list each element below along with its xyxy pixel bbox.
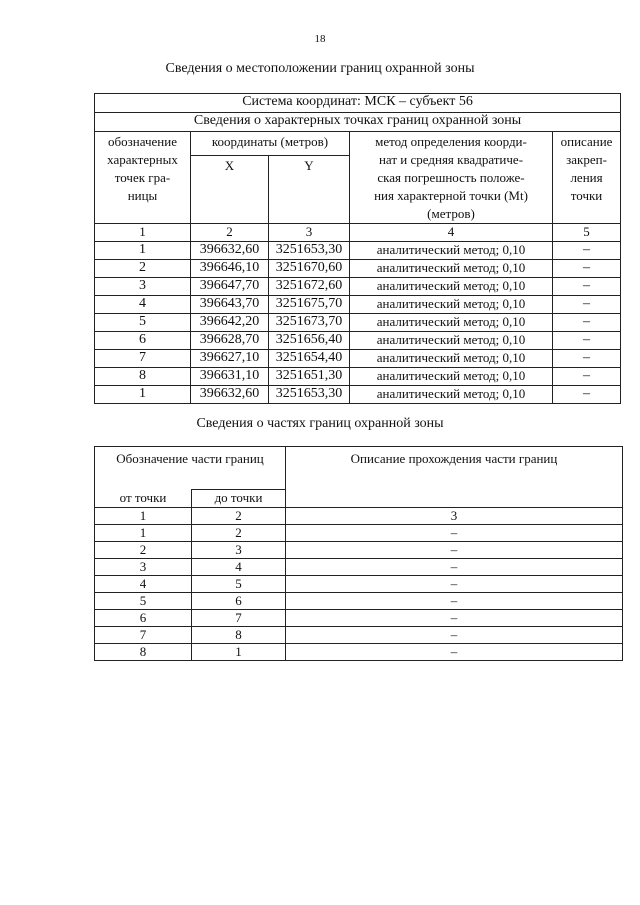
to-cell: 6 [192, 593, 286, 610]
to-point-header: до точки [192, 490, 286, 508]
x-cell: 396631,10 [191, 368, 269, 386]
boundary-parts-table [94, 446, 623, 661]
point-cell: 4 [95, 296, 191, 314]
from-cell: 1 [95, 525, 192, 542]
to-cell: 4 [192, 559, 286, 576]
table-row [95, 296, 621, 314]
point-cell: 5 [95, 314, 191, 332]
description-cell: – [286, 525, 623, 542]
table-row [95, 593, 623, 610]
x-header: X [191, 155, 269, 223]
table-row [95, 350, 621, 368]
table-row [95, 644, 623, 661]
description-cell: – [553, 296, 621, 314]
part-designation-header: Обозначение части границ [95, 447, 286, 490]
column-number: 2 [191, 224, 269, 242]
method-cell: аналитический метод; 0,10 [350, 350, 553, 368]
coordinates-header: координаты (метров) [191, 132, 350, 156]
description-cell: – [553, 242, 621, 260]
designation-header: обозначение характерных точек гра- ницы [95, 132, 191, 224]
to-cell: 8 [192, 627, 286, 644]
column-number: 2 [192, 508, 286, 525]
method-cell: аналитический метод; 0,10 [350, 278, 553, 296]
y-cell: 3251651,30 [269, 368, 350, 386]
x-cell: 396642,20 [191, 314, 269, 332]
table-row [95, 610, 623, 627]
table-row [95, 525, 623, 542]
description-cell: – [286, 559, 623, 576]
to-cell: 7 [192, 610, 286, 627]
table-row [95, 278, 621, 296]
description-cell: – [553, 314, 621, 332]
table-row [95, 242, 621, 260]
from-cell: 8 [95, 644, 192, 661]
column-number: 3 [269, 224, 350, 242]
table-row [95, 576, 623, 593]
from-cell: 7 [95, 627, 192, 644]
description-cell: – [286, 610, 623, 627]
method-header: метод определения коорди- нат и средняя квадратиче- ская погрешность положе- ния характерной точки (Mt) (метров) [350, 132, 553, 224]
parts-body [95, 525, 623, 661]
point-cell: 1 [95, 242, 191, 260]
from-cell: 6 [95, 610, 192, 627]
y-cell: 3251653,30 [269, 386, 350, 404]
x-cell: 396632,60 [191, 386, 269, 404]
to-cell: 2 [192, 525, 286, 542]
method-cell: аналитический метод; 0,10 [350, 314, 553, 332]
description-cell: – [286, 593, 623, 610]
table-row [95, 386, 621, 404]
table-row [95, 368, 621, 386]
description-cell: – [286, 644, 623, 661]
point-cell: 3 [95, 278, 191, 296]
description-header: описание закреп- ления точки [553, 132, 621, 224]
column-number: 4 [350, 224, 553, 242]
description-cell: – [286, 627, 623, 644]
point-cell: 2 [95, 260, 191, 278]
from-cell: 3 [95, 559, 192, 576]
table-row [95, 260, 621, 278]
table-subtitle: Сведения о характерных точках границ охранной зоны [95, 113, 621, 132]
description-cell: – [553, 368, 621, 386]
coords-body [95, 242, 621, 404]
x-cell: 396628,70 [191, 332, 269, 350]
x-cell: 396647,70 [191, 278, 269, 296]
method-cell: аналитический метод; 0,10 [350, 296, 553, 314]
y-cell: 3251675,70 [269, 296, 350, 314]
x-cell: 396646,10 [191, 260, 269, 278]
y-cell: 3251670,60 [269, 260, 350, 278]
description-cell: – [553, 386, 621, 404]
from-cell: 4 [95, 576, 192, 593]
to-cell: 5 [192, 576, 286, 593]
section1-heading: Сведения о местоположении границ охранной зоны [165, 61, 475, 76]
y-cell: 3251673,70 [269, 314, 350, 332]
point-cell: 7 [95, 350, 191, 368]
method-cell: аналитический метод; 0,10 [350, 242, 553, 260]
boundary-points-table [94, 93, 621, 404]
table-row [95, 559, 623, 576]
method-cell: аналитический метод; 0,10 [350, 332, 553, 350]
to-cell: 1 [192, 644, 286, 661]
y-header: Y [269, 155, 350, 223]
column-number: 1 [95, 224, 191, 242]
section2-heading: Сведения о частях границ охранной зоны [196, 416, 444, 431]
description-cell: – [553, 332, 621, 350]
table-row [95, 332, 621, 350]
from-cell: 2 [95, 542, 192, 559]
x-cell: 396643,70 [191, 296, 269, 314]
passage-description-header: Описание прохождения части границ [286, 447, 623, 508]
page-number: 18 [314, 33, 326, 45]
description-cell: – [286, 542, 623, 559]
x-cell: 396627,10 [191, 350, 269, 368]
column-number: 3 [286, 508, 623, 525]
from-cell: 5 [95, 593, 192, 610]
y-cell: 3251653,30 [269, 242, 350, 260]
point-cell: 8 [95, 368, 191, 386]
point-cell: 1 [95, 386, 191, 404]
y-cell: 3251656,40 [269, 332, 350, 350]
column-number: 5 [553, 224, 621, 242]
method-cell: аналитический метод; 0,10 [350, 386, 553, 404]
description-cell: – [553, 350, 621, 368]
x-cell: 396632,60 [191, 242, 269, 260]
y-cell: 3251654,40 [269, 350, 350, 368]
method-cell: аналитический метод; 0,10 [350, 368, 553, 386]
point-cell: 6 [95, 332, 191, 350]
table-row [95, 627, 623, 644]
description-cell: – [553, 278, 621, 296]
from-point-header: от точки [95, 490, 192, 508]
description-cell: – [286, 576, 623, 593]
column-number: 1 [95, 508, 192, 525]
y-cell: 3251672,60 [269, 278, 350, 296]
to-cell: 3 [192, 542, 286, 559]
description-cell: – [553, 260, 621, 278]
method-cell: аналитический метод; 0,10 [350, 260, 553, 278]
table-row [95, 314, 621, 332]
coordinate-system-label: Система координат: МСК – субъект 56 [95, 94, 621, 113]
table-row [95, 542, 623, 559]
